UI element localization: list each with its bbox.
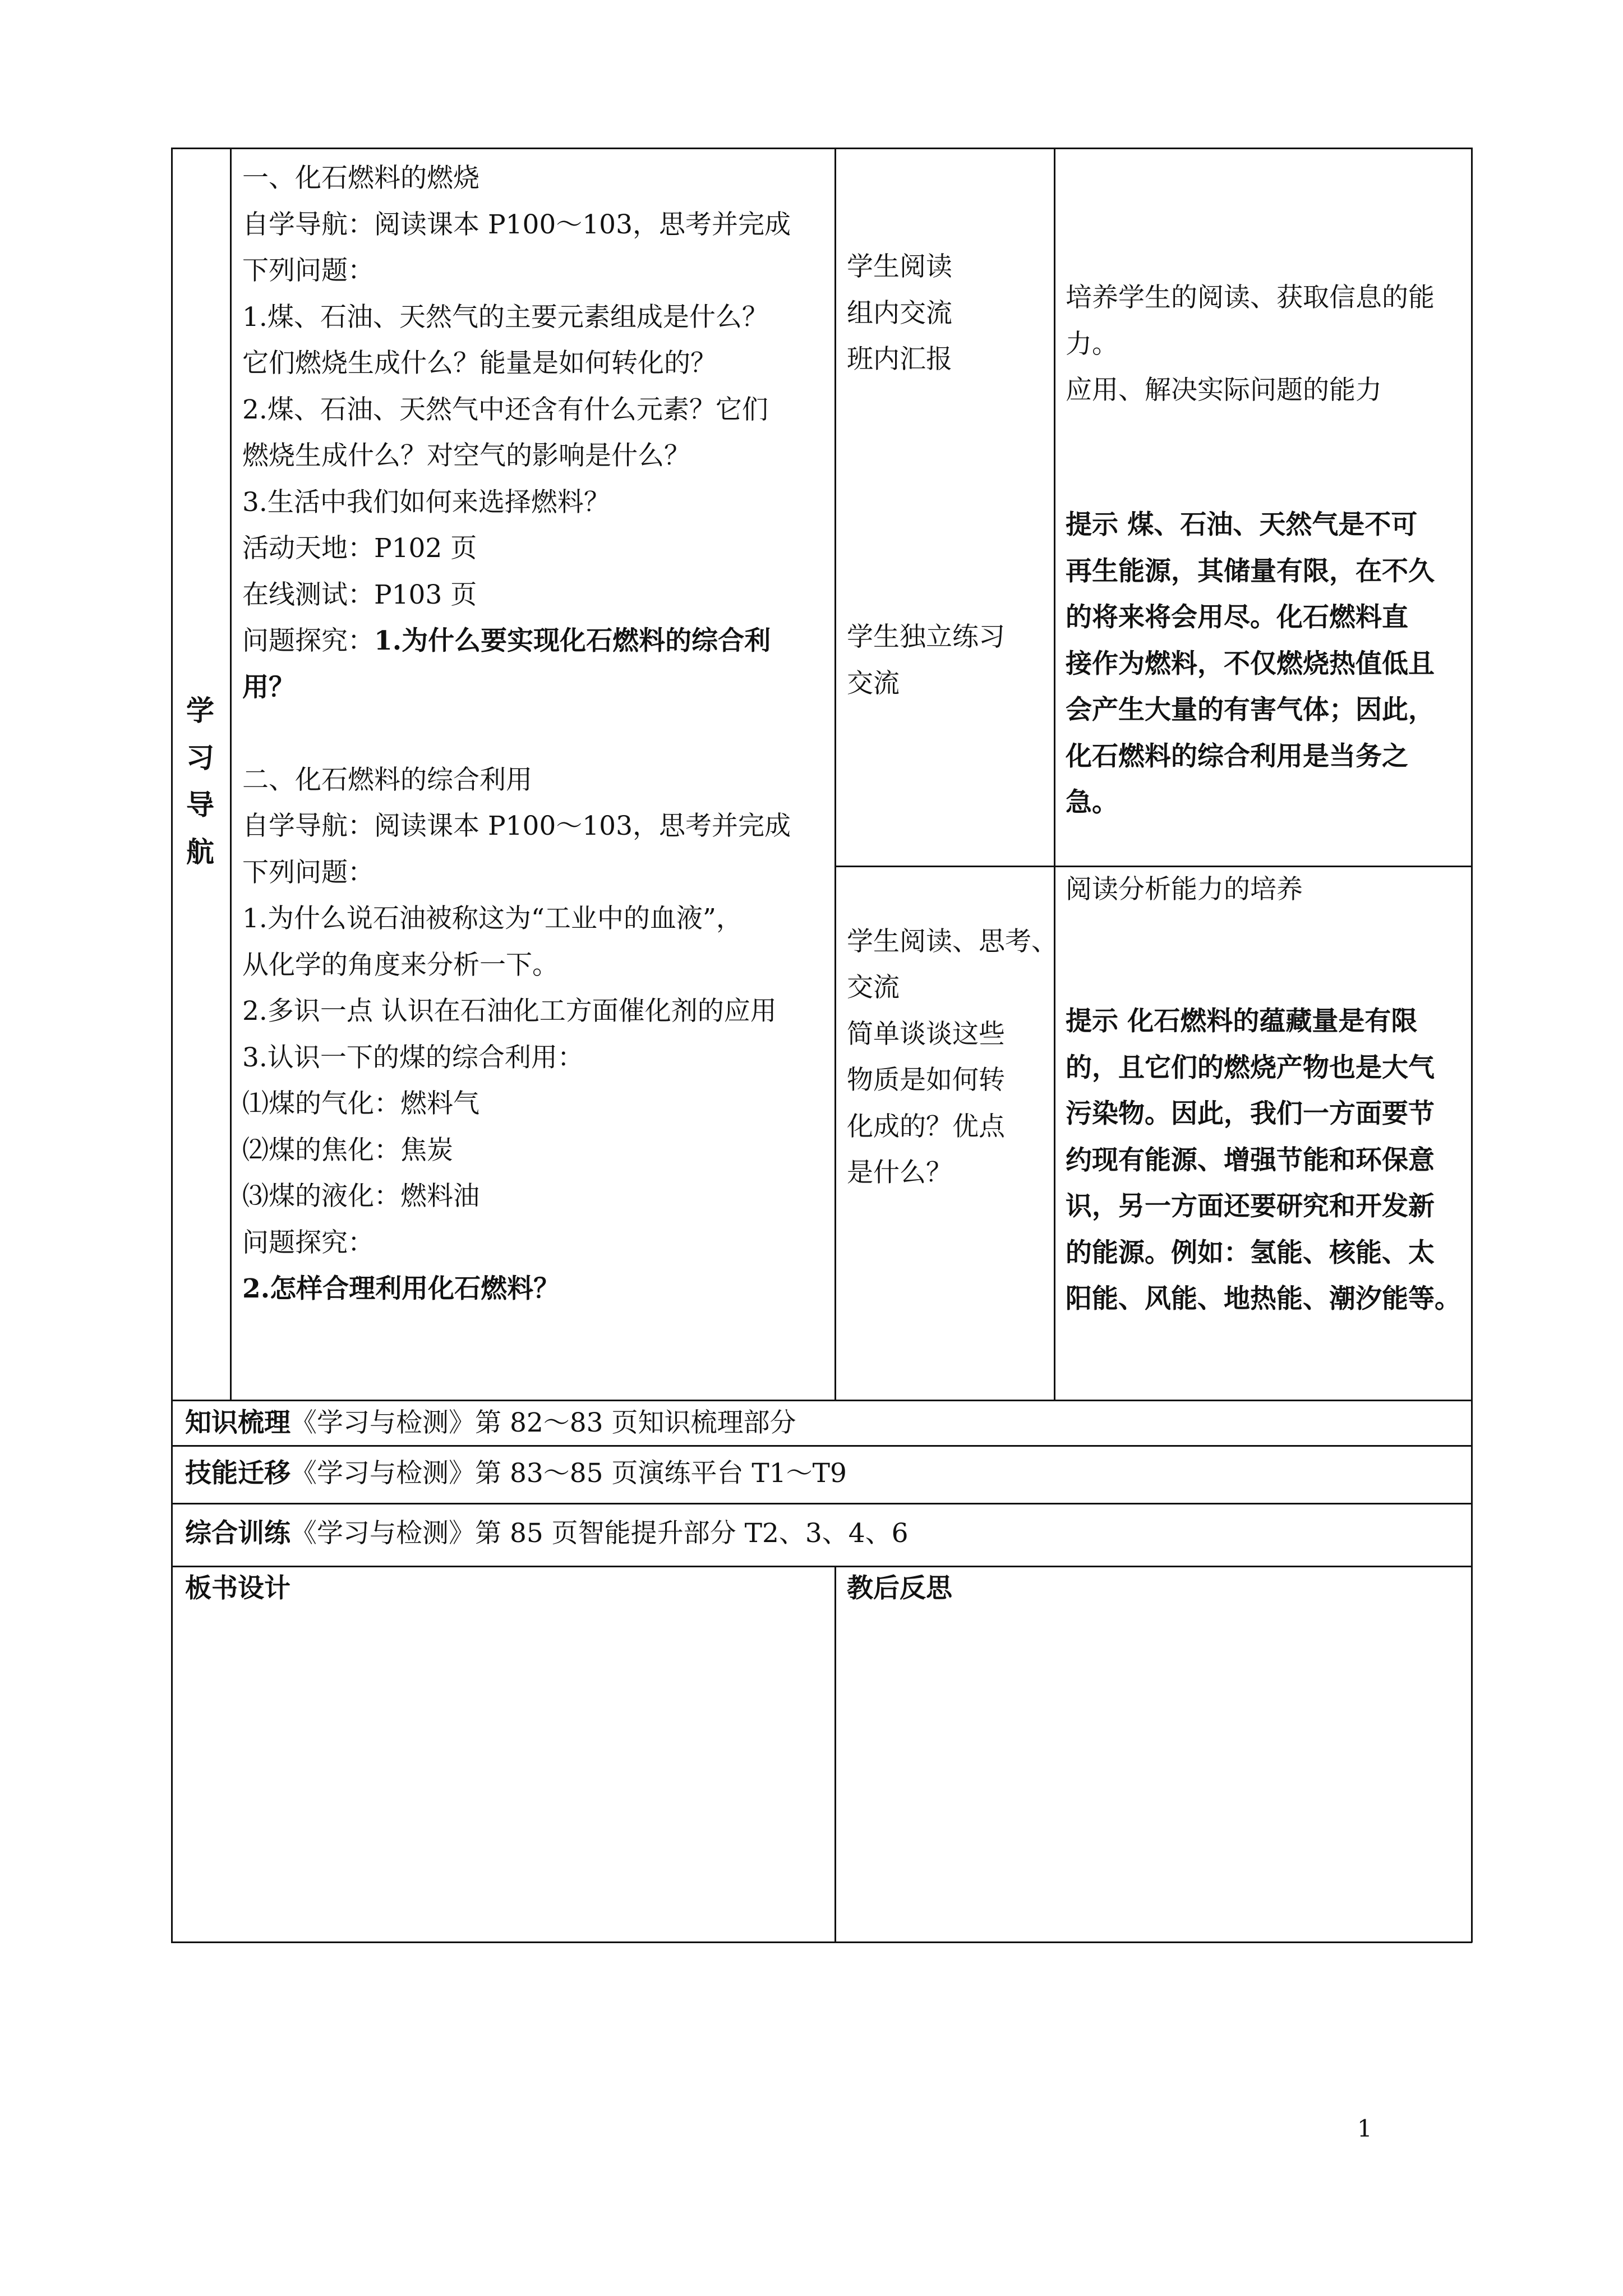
divider-activity-col — [834, 148, 836, 1401]
hint-line: 的将来将会用尽。化石燃料直 — [1066, 602, 1408, 633]
activity-line: 物质是如何转 — [847, 1065, 1005, 1096]
hint-line: 提示 化石燃料的蕴藏量是有限 — [1066, 1006, 1418, 1037]
table-bottom-border — [171, 1941, 1472, 1943]
divider-label-col — [230, 148, 232, 1401]
activity-line: 学生阅读、思考、 — [847, 926, 1058, 957]
activity-line: 交流 — [847, 972, 900, 1003]
question-text: 1.为什么要实现化石燃料的综合利 — [374, 625, 771, 656]
skills-text: 《学习与检测》第 83～85 页演练平台 T1～T9 — [291, 1458, 847, 1489]
hint-line: 阳能、风能、地热能、潮汐能等。 — [1066, 1283, 1461, 1314]
content-line: 自学导航：阅读课本 P100～103，思考并完成 — [242, 811, 791, 841]
hint-line: 提示 煤、石油、天然气是不可 — [1066, 509, 1418, 540]
intent-line: 应用、解决实际问题的能力 — [1066, 375, 1382, 406]
content-line: 二、化石燃料的综合利用 — [242, 764, 532, 795]
content-line: 一、化石燃料的燃烧 — [242, 163, 479, 194]
activity-line: 是什么？ — [847, 1157, 952, 1188]
skills-label: 技能迁移 — [185, 1458, 291, 1489]
content-line: 2.怎样合理利用化石燃料？ — [242, 1273, 560, 1304]
hint-line: 的能源。例如：氢能、核能、太 — [1066, 1237, 1435, 1268]
section-label-char: 导 — [186, 788, 214, 821]
content-line: 3.生活中我们如何来选择燃料？ — [242, 486, 610, 518]
content-line: 活动天地：P102 页 — [242, 533, 477, 564]
content-line: ⑶煤的液化：燃料油 — [242, 1181, 479, 1212]
training-row — [185, 1510, 909, 1557]
intent-line: 力。 — [1066, 328, 1118, 360]
table-right-border — [1471, 148, 1473, 1943]
content-column — [242, 155, 791, 1313]
content-line: 2.多识一点 认识在石油化工方面催化剂的应用 — [242, 996, 777, 1027]
hint-line: 会产生大量的有害气体；因此， — [1066, 694, 1435, 725]
page-number: 1 — [1357, 2115, 1372, 2142]
section-label-char: 航 — [186, 835, 214, 868]
activity-line: 简单谈谈这些 — [847, 1018, 1005, 1050]
row-sep-4 — [171, 1566, 1472, 1567]
content-line: ⑵煤的焦化：焦炭 — [242, 1134, 453, 1166]
activity-line — [847, 872, 1058, 919]
content-line: 1.为什么说石油被称这为“工业中的血液”， — [242, 903, 743, 934]
activity-line: 交流 — [847, 668, 900, 699]
activity-line — [847, 383, 1005, 430]
content-line — [242, 711, 791, 757]
board-design-heading: 板书设计 — [185, 1573, 291, 1604]
content-line: 它们燃烧生成什么？能量是如何转化的？ — [242, 348, 717, 379]
activity-line — [847, 522, 1005, 568]
hint-line: 接作为燃料，不仅燃烧热值低且 — [1066, 648, 1435, 679]
question-prefix: 问题探究： — [242, 625, 374, 656]
intent-line: 阅读分析能力的培养 — [1066, 874, 1303, 905]
content-line: 问题探究： — [242, 1227, 374, 1258]
content-line: 自学导航：阅读课本 P100～103，思考并完成 — [242, 209, 791, 240]
intent-bottom-hint — [1066, 999, 1461, 1323]
hint-line: 急。 — [1066, 787, 1118, 818]
activity-line: 班内汇报 — [847, 344, 952, 375]
activity-line — [847, 568, 1005, 615]
content-line: 在线测试：P103 页 — [242, 579, 477, 610]
table-top-left-cap — [171, 148, 230, 149]
content-line: ⑴煤的气化：燃料气 — [242, 1088, 479, 1119]
content-line: 燃烧生成什么？对空气的影响是什么？ — [242, 440, 690, 471]
hint-line: 约现有能源、增强节能和环保意 — [1066, 1144, 1435, 1176]
hint-line: 污染物。因此，我们一方面要节 — [1066, 1098, 1435, 1129]
activity-line: 学生阅读 — [847, 251, 952, 282]
intent-top-hint — [1066, 502, 1435, 826]
knowledge-text: 《学习与检测》第 82～83 页知识梳理部分 — [291, 1407, 796, 1438]
section-label — [183, 687, 217, 876]
activity-line: 化成的？优点 — [847, 1111, 1005, 1142]
activity-line: 学生独立练习 — [847, 622, 1005, 652]
activity-bottom — [847, 872, 1058, 1197]
knowledge-label: 知识梳理 — [185, 1407, 291, 1438]
table-left-border — [171, 148, 173, 1943]
hint-line: 的，且它们的燃烧产物也是大气 — [1066, 1052, 1435, 1083]
content-line: 1.煤、石油、天然气的主要元素组成是什么？ — [242, 301, 768, 333]
intent-bottom — [1066, 867, 1303, 913]
knowledge-row — [185, 1400, 796, 1447]
activity-line — [847, 476, 1005, 522]
hint-line: 化石燃料的综合利用是当务之 — [1066, 740, 1408, 772]
skills-row — [185, 1450, 847, 1497]
content-line: 下列问题： — [242, 857, 374, 888]
divider-intent-col — [1054, 148, 1055, 1401]
content-line: 用？ — [242, 671, 295, 703]
reflection-heading: 教后反思 — [847, 1573, 952, 1604]
content-line: 从化学的角度来分析一下。 — [242, 949, 559, 981]
training-text: 《学习与检测》第 85 页智能提升部分 T2、3、4、6 — [291, 1518, 909, 1549]
content-line: 2.煤、石油、天然气中还含有什么元素？它们 — [242, 394, 768, 425]
intent-line: 培养学生的阅读、获取信息的能 — [1066, 282, 1435, 313]
hint-line: 识，另一方面还要研究和开发新 — [1066, 1191, 1435, 1222]
table-top-border-right — [171, 148, 1472, 149]
section-label-char: 习 — [186, 741, 214, 774]
content-line: 下列问题： — [242, 255, 374, 286]
hint-line: 再生能源，其储量有限，在不久 — [1066, 555, 1435, 587]
section-label-char: 学 — [186, 694, 214, 727]
training-label: 综合训练 — [185, 1518, 291, 1549]
content-line — [242, 618, 791, 665]
intent-top — [1066, 275, 1435, 414]
divider-board-reflection — [834, 1566, 836, 1943]
row-sep-3 — [171, 1503, 1472, 1504]
content-line: 3.认识一下的煤的综合利用： — [242, 1042, 584, 1073]
activity-top — [847, 244, 1005, 707]
activity-line: 组内交流 — [847, 297, 952, 329]
activity-line — [847, 429, 1005, 476]
